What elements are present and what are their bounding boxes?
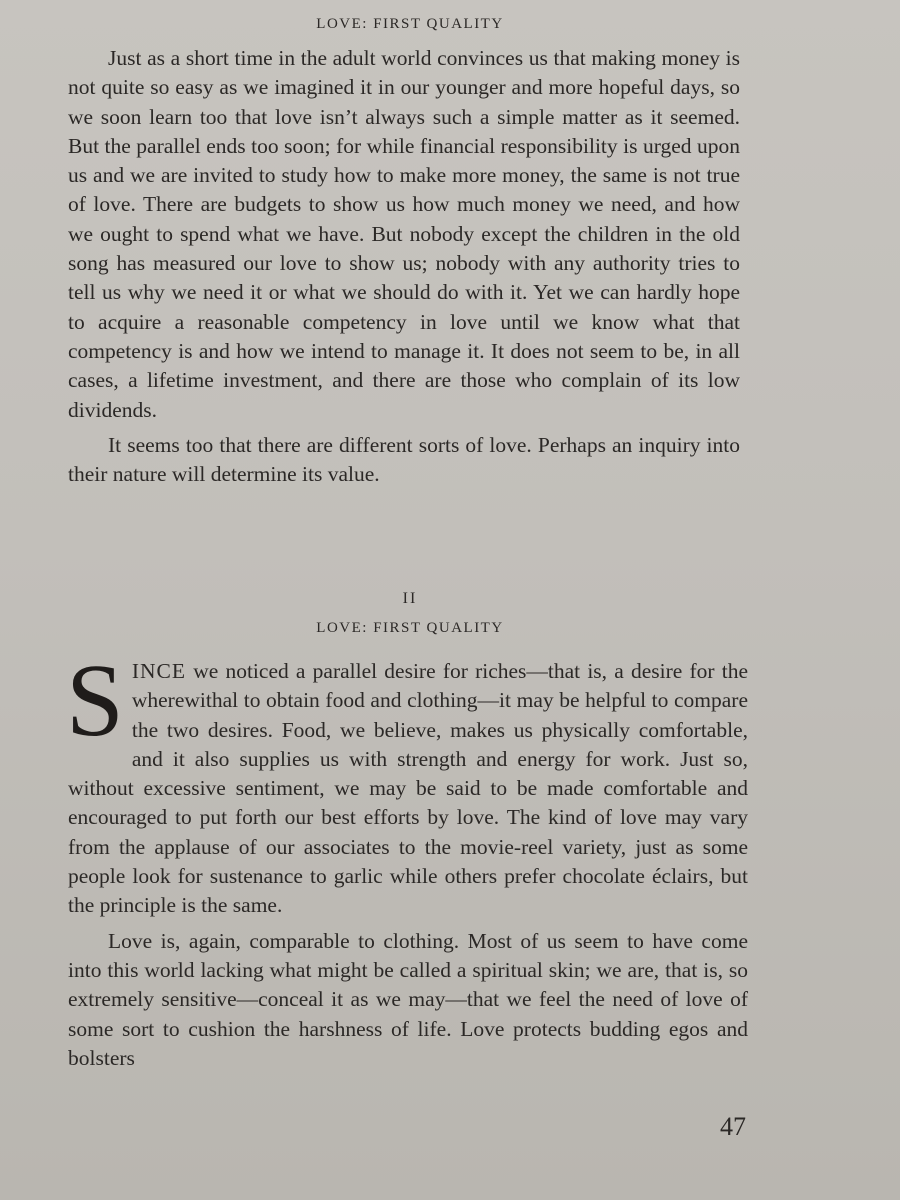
intro-text [68,44,740,489]
lead-word: INCE [131,659,187,683]
intro-paragraph-2: It seems too that there are different sorts of love. Perhaps an inquiry into their nature will determine its value. [68,432,740,487]
drop-cap: S [66,643,124,758]
running-head: LOVE: FIRST QUALITY [316,16,504,32]
section-text [66,643,748,1073]
section-paragraph-1 [66,643,748,921]
section-title: LOVE: FIRST QUALITY [316,620,504,636]
section-paragraph-1-text: we noticed a parallel desire for riches—that is, a desire for the wherewithal to obtain food and clothing—it may be helpful to compare the two desires. Food, we believe, makes us physically comfortable, and it also supplies us with strength and energy for work. Just so, without excessive sentiment, we may be said to be made comfortable and encouraged to put forth our best efforts by love. The kind of love may vary from the applause of our associates to the movie-reel variety, just as some people look for sustenance to garlic while others prefer chocolate éclairs, but the principle is the same. [68,659,748,918]
page-number: 47 [720,1112,746,1141]
section-number: II [402,590,418,607]
intro-paragraph-1: Just as a short time in the adult world convinces us that making money is not quite so easy as we imagined it in our younger and more hopeful days, so we soon learn too that love isn’t always such a simple matter as it seemed. But the parallel ends too soon; for while financial responsibility is urged upon us and we are invited to study how to make more money, the same is not true of love. There are budgets to show us how much money we need, and how we ought to spend what we have. But nobody except the children in the old song has measured our love to show us; nobody with any authority tries to tell us why we need it or what we should do with it. Yet we can hardly hope to acquire a reasonable competency in love until we know what that competency is and how we intend to manage it. It does not seem to be, in all cases, a lifetime investment, and there are those who complain of its low dividends. [68,46,740,422]
section-paragraph-2: Love is, again, comparable to clothing. Most of us seem to have come into this world lacking what might be called a spiritual skin; we are, that is, so extremely sensitive—conceal it as we may—that we feel the need of love of some sort to cushion the harshness of life. Love protects budding egos and bolsters [68,928,748,1070]
